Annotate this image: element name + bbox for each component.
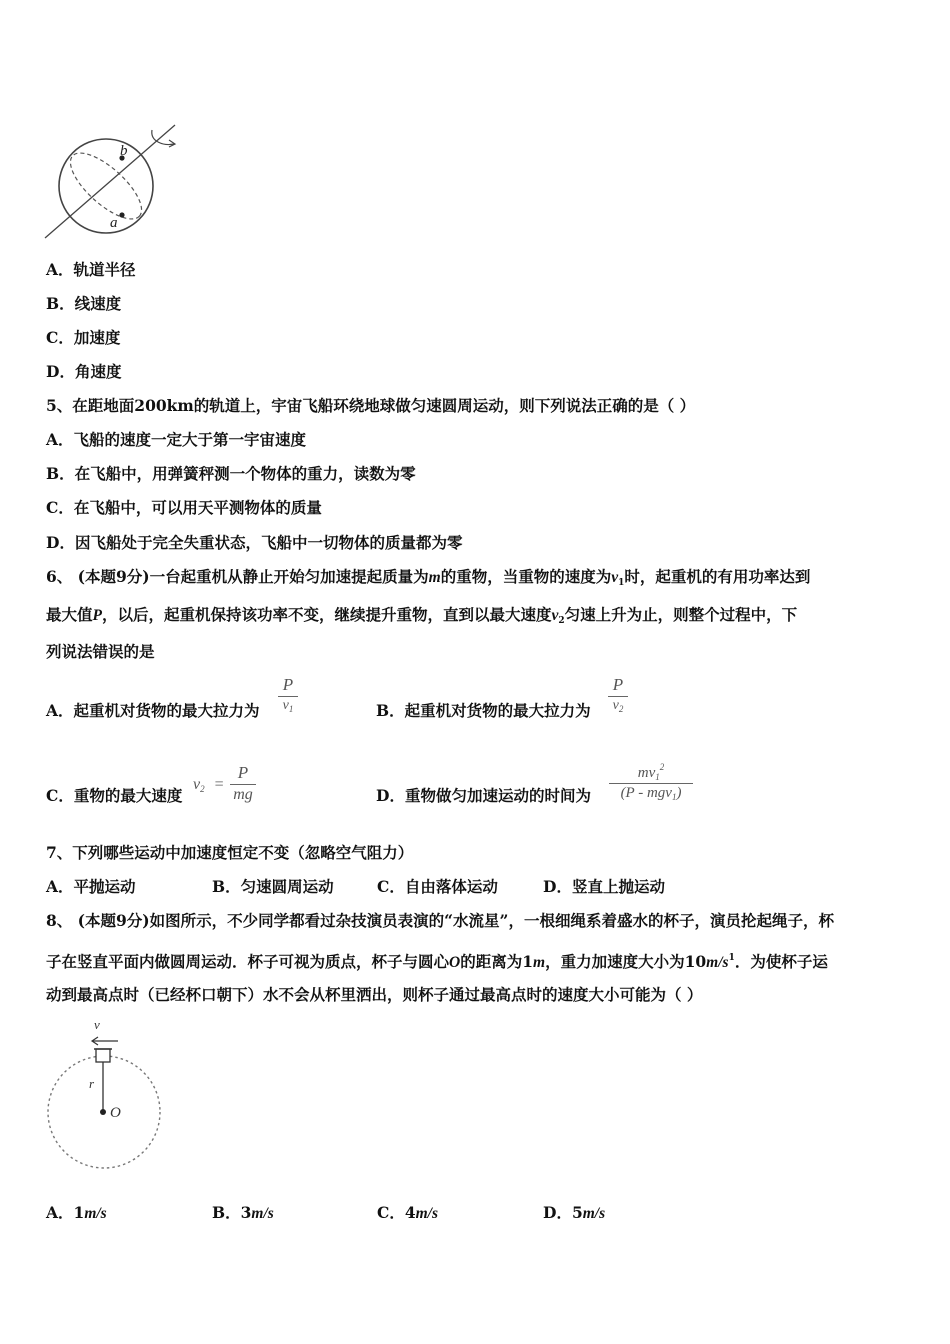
q6-fraction-d: $mv_1^2$ (P - mgv$_1$) <box>609 762 693 802</box>
q8-option-b: B．3m/s <box>212 1203 274 1222</box>
label-b: b <box>120 143 128 159</box>
center-point <box>100 1109 106 1115</box>
q6-option-b: B．起重机对货物的最大拉力为 <box>376 701 591 720</box>
q4-option-d: D．角速度 <box>46 362 122 381</box>
q7-option-b: B．匀速圆周运动 <box>212 877 334 896</box>
cup <box>96 1049 110 1062</box>
q6-option-d: D．重物做匀加速运动的时间为 <box>376 786 591 805</box>
q5-stem: 5、在距地面200km的轨道上，宇宙飞船环绕地球做匀速圆周运动，则下列说法正确的是（ ） <box>46 396 696 415</box>
label-o: O <box>110 1105 121 1121</box>
q6-stem-line3: 列说法错误的是 <box>46 642 155 661</box>
q4-option-c: C．加速度 <box>46 328 121 347</box>
q6-option-c: C．重物的最大速度 <box>46 786 183 805</box>
q8-option-c: C．4m/s <box>377 1203 439 1222</box>
q6-stem-line2: 最大值P，以后，起重机保持该功率不变，继续提升重物，直到以最大速度$v_2$匀速上升为止，则整个过程中，下 <box>46 605 798 626</box>
q8-option-a: A．1m/s <box>46 1203 107 1222</box>
q6-stem-line1: 6、 (本题9分)一台起重机从静止开始匀加速提起质量为m的重物，当重物的速度为$v_1$时，起重机的有用功率达到 <box>46 567 811 588</box>
q6-option-a: A．起重机对货物的最大拉力为 <box>46 701 260 720</box>
orbit-figure <box>40 120 190 245</box>
q5-option-d: D．因飞船处于完全失重状态，飞船中一切物体的质量都为零 <box>46 533 463 552</box>
q4-option-b: B．线速度 <box>46 294 122 313</box>
q6-fraction-b: P $v_2$ <box>608 675 628 714</box>
orbit-ellipse <box>61 143 152 230</box>
q8-stem-line2: 子在竖直平面内做圆周运动．杯子可视为质点，杯子与圆心O的距离为1m，重力加速度大小为$10m/s^1$．为使杯子运 <box>46 952 828 971</box>
q5-option-c: C．在飞船中，可以用天平测物体的质量 <box>46 498 322 517</box>
label-r: r <box>89 1076 95 1091</box>
q6-fraction-c: P mg <box>230 763 256 804</box>
q8-stem-line3: 动到最高点时（已经杯口朝下）水不会从杯里洒出，则杯子通过最高点时的速度大小可能为（ ） <box>46 985 703 1004</box>
q4-option-a: A．轨道半径 <box>46 260 136 279</box>
q8-option-d: D．5m/s <box>543 1203 606 1222</box>
q6-formula-c-lhs: $v_2$ = <box>193 776 224 794</box>
q5-option-a: A．飞船的速度一定大于第一宇宙速度 <box>46 430 307 449</box>
q8-stem-line1: 8、 (本题9分)如图所示，不少同学都看过杂技演员表演的“水流星”，一根细绳系着盛水的杯子，演员抡起绳子，杯 <box>46 911 834 930</box>
q7-stem: 7、下列哪些运动中加速度恒定不变（忽略空气阻力） <box>46 843 414 862</box>
water-meteor-figure <box>44 1015 169 1175</box>
q7-option-a: A．平抛运动 <box>46 877 136 896</box>
label-v: v <box>94 1017 100 1032</box>
sphere-outline <box>59 139 153 233</box>
label-a: a <box>110 215 118 231</box>
q7-option-d: D．竖直上抛运动 <box>543 877 665 896</box>
q5-option-b: B．在飞船中，用弹簧秤测一个物体的重力，读数为零 <box>46 464 416 483</box>
point-a <box>119 212 124 217</box>
q7-option-c: C．自由落体运动 <box>377 877 498 896</box>
q6-fraction-a: P $v_1$ <box>278 675 298 714</box>
